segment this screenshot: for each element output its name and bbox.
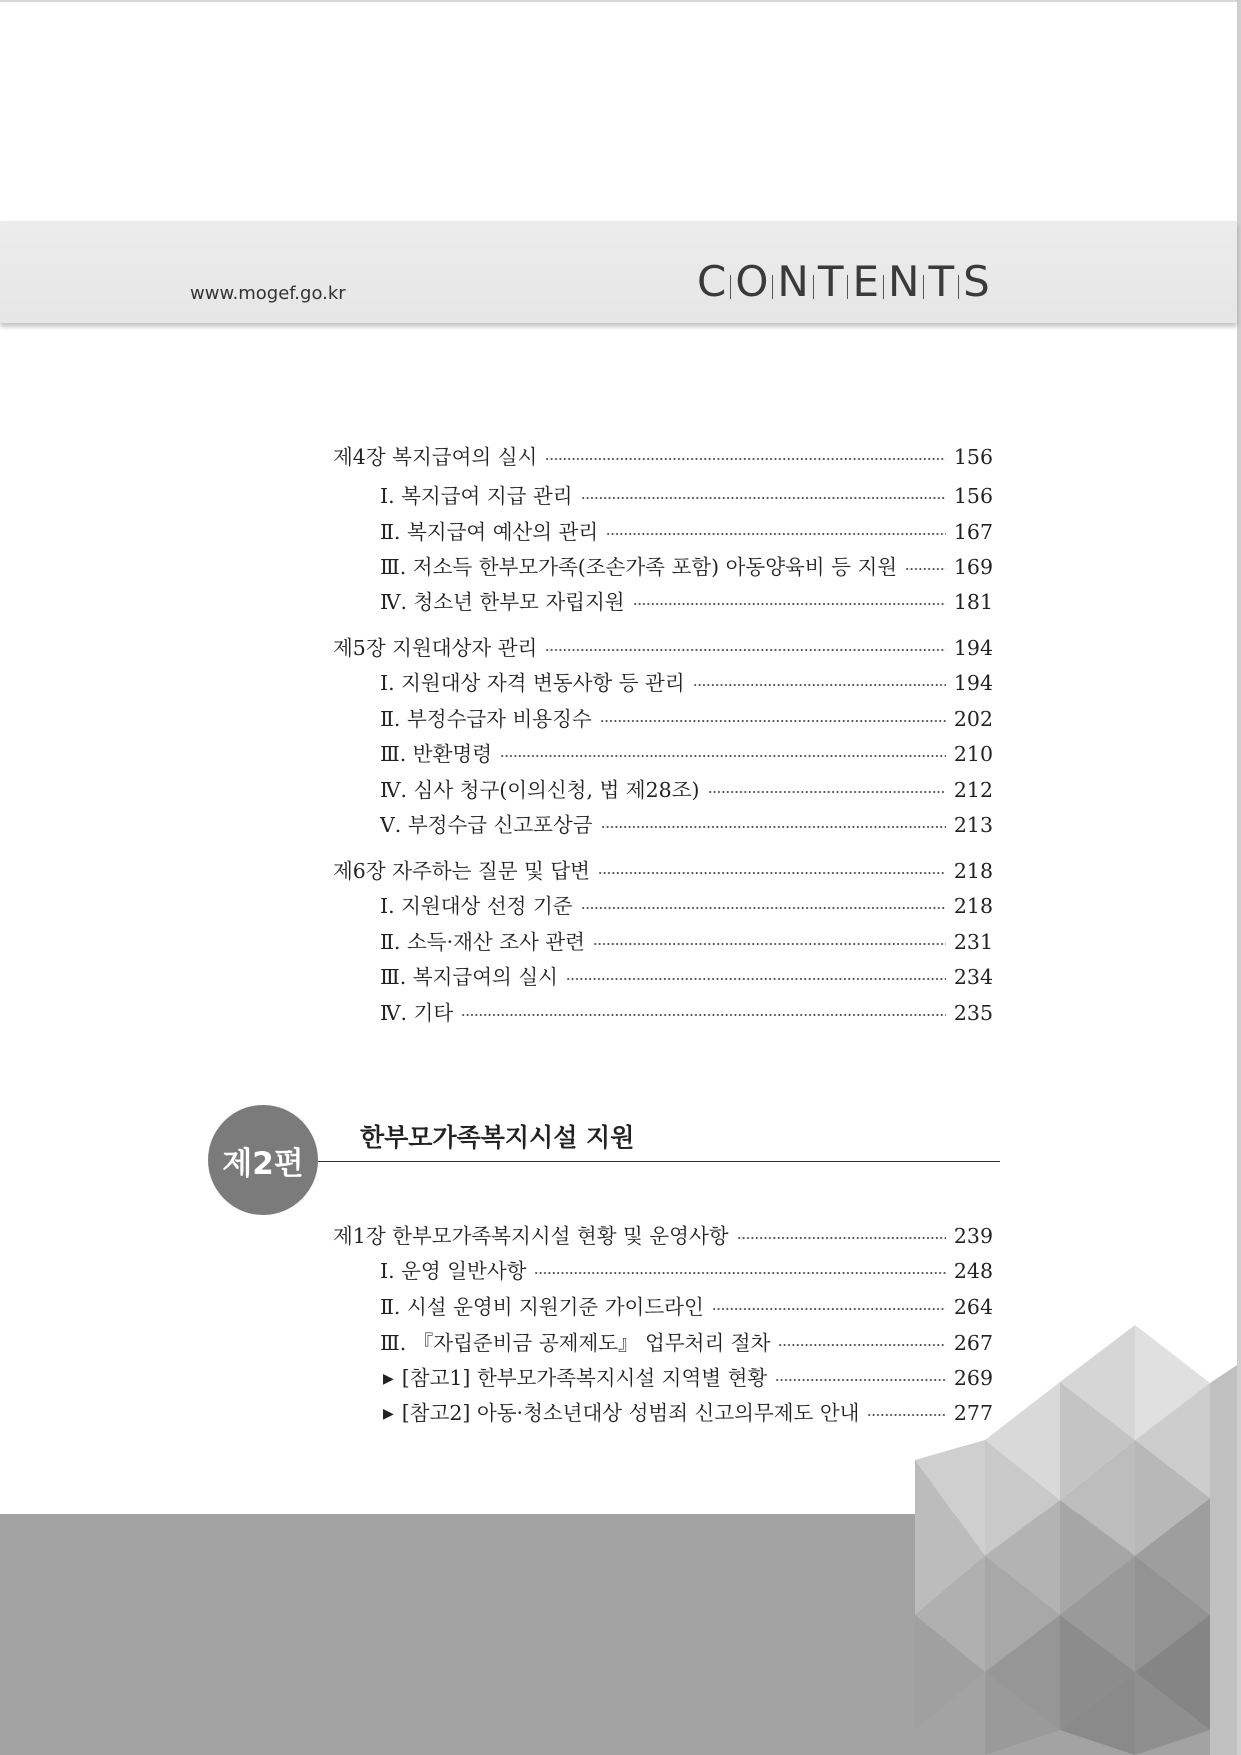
toc-entry-label: Ⅳ. 기타 — [380, 1001, 454, 1025]
title-letter: C — [697, 256, 727, 306]
toc-page-number: 194 — [953, 636, 993, 660]
toc-page-number: 202 — [953, 707, 993, 731]
toc-page-number: 235 — [953, 1001, 993, 1025]
title-letter: N — [888, 256, 920, 306]
toc-entry-label: Ⅰ. 지원대상 선정 기준 — [380, 894, 573, 918]
title-letter: E — [852, 256, 880, 306]
toc-page-number: 181 — [953, 590, 993, 614]
toc-page-number: 264 — [953, 1295, 993, 1319]
part-badge: 제2편 — [208, 1105, 318, 1215]
toc-page-number: 231 — [953, 930, 993, 954]
triangle-pattern — [915, 1325, 1237, 1755]
toc-page-number: 234 — [953, 965, 993, 989]
toc-entry-label: Ⅲ. 반환명령 — [380, 742, 493, 766]
toc-page-number: 218 — [953, 894, 993, 918]
toc-entry-label: 제5장 지원대상자 관리 — [333, 636, 538, 660]
toc-page-number: 167 — [953, 520, 993, 544]
toc-entry-label: Ⅱ. 시설 운영비 지원기준 가이드라인 — [380, 1295, 704, 1319]
toc-entry-label: [참고1] 한부모가족복지시설 지역별 현황 — [401, 1365, 768, 1390]
toc-entry-label: Ⅲ. 저소득 한부모가족(조손가족 포함) 아동양육비 등 지원 — [380, 555, 898, 579]
toc-page-number: 239 — [953, 1224, 993, 1248]
toc-entry-label: Ⅲ. 『자립준비금 공제제도』 업무처리 절차 — [380, 1331, 771, 1355]
toc-page-number: 169 — [953, 555, 993, 579]
part-title: 한부모가족복지시설 지원 — [360, 1123, 635, 1152]
toc-entry-label: 제4장 복지급여의 실시 — [333, 445, 538, 469]
toc-page-number: 213 — [953, 813, 993, 837]
title-letter: N — [777, 256, 809, 306]
toc-page-number: 156 — [953, 484, 993, 508]
toc-entry-label: Ⅱ. 소득·재산 조사 관련 — [380, 930, 585, 954]
toc-page-number: 277 — [953, 1401, 993, 1425]
toc-entry-label: Ⅳ. 심사 청구(이의신청, 법 제28조) — [380, 778, 700, 802]
toc-page-number: 267 — [953, 1331, 993, 1355]
toc-entry-label: 제6장 자주하는 질문 및 답변 — [333, 859, 590, 883]
title-letter: T — [817, 256, 844, 306]
toc-entry-label: Ⅰ. 운영 일반사항 — [380, 1259, 527, 1283]
toc-entry-label: Ⅳ. 청소년 한부모 자립지원 — [380, 590, 625, 614]
toc-page-number: 269 — [953, 1366, 993, 1390]
toc-page-number: 218 — [953, 859, 993, 883]
toc-page-number: 156 — [953, 445, 993, 469]
title-letter: S — [963, 256, 990, 306]
toc-page-number: 210 — [953, 742, 993, 766]
toc-entry-label: Ⅲ. 복지급여의 실시 — [380, 965, 558, 989]
toc-page-number: 248 — [953, 1259, 993, 1283]
toc-entry-label: Ⅴ. 부정수급 신고포상금 — [380, 813, 593, 837]
site-url: www.mogef.go.kr — [190, 283, 346, 304]
toc-entry-label: Ⅱ. 복지급여 예산의 관리 — [380, 520, 599, 544]
title-letter: O — [735, 256, 769, 306]
toc-entry-label: Ⅱ. 부정수급자 비용징수 — [380, 707, 592, 731]
toc-page-number: 212 — [953, 778, 993, 802]
title-letter: T — [928, 256, 955, 306]
triangle-bullet-icon: ▶ — [383, 1370, 394, 1387]
toc-page-number: 194 — [953, 671, 993, 695]
toc-entry-label: 제1장 한부모가족복지시설 현황 및 운영사항 — [333, 1224, 729, 1248]
toc-entry-label: Ⅰ. 지원대상 자격 변동사항 등 관리 — [380, 671, 685, 695]
triangle-bullet-icon: ▶ — [383, 1405, 394, 1422]
toc-entry-label: [참고2] 아동·청소년대상 성범죄 신고의무제도 안내 — [401, 1400, 860, 1425]
toc-entry-label: Ⅰ. 복지급여 지급 관리 — [380, 484, 573, 508]
